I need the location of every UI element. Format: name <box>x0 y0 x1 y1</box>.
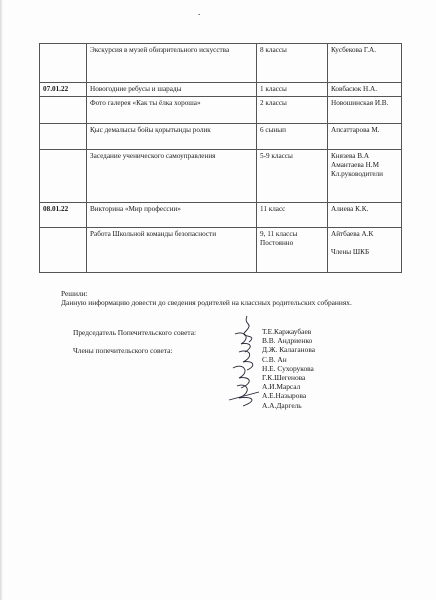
row-class: 6 сынып <box>257 124 328 150</box>
row-class: 2 классы <box>257 97 328 124</box>
signatories-list <box>262 327 315 410</box>
signatory-name: Н.Е. Сухорукова <box>262 363 314 373</box>
signatory-name: А.А.Даргель <box>262 400 302 410</box>
scan-edge-shadow <box>0 0 3 600</box>
row-responsible: Айтбаева А.К Члены ШКБ <box>328 228 402 273</box>
row-event: Викторина «Мир профессии» <box>87 203 257 228</box>
signatory-name: С.В. Ан <box>262 354 287 364</box>
row-class: 5-9 классы <box>257 150 328 203</box>
row-date: 07.01.22 <box>40 83 87 97</box>
row-responsible: Ковбасюк Н.А. <box>328 83 402 97</box>
row-event: Экскурсия в музей обизрительного искусства <box>87 44 257 83</box>
table-row <box>40 124 402 150</box>
row-date <box>40 97 87 124</box>
row-date <box>40 228 87 273</box>
table-row <box>40 44 402 83</box>
table-row <box>40 150 402 203</box>
table-row <box>40 228 402 273</box>
signatory-name: Д.Ж. Калаганова <box>262 345 315 355</box>
chair-label: Председатель Попечительского совета: <box>73 328 197 337</box>
row-responsible: Кусбекова Г.А. <box>328 44 402 83</box>
row-date <box>40 150 87 203</box>
row-event: Фото галерея «Как ты ёлка хороша» <box>87 97 257 124</box>
row-responsible: Новошинская И.В. <box>328 97 402 124</box>
row-responsible: Князева В.А Амантаева Н.М Кл.руководители <box>328 150 402 203</box>
decisions-block <box>61 289 352 307</box>
table-row <box>40 97 402 124</box>
row-event: Заседание ученического самоуправления <box>87 150 257 203</box>
signatory-name: А.И.Марсал <box>262 382 301 392</box>
row-class: 11 класс <box>257 203 328 228</box>
row-date: 08.01.22 <box>40 203 87 228</box>
members-label: Члены попечительского совета: <box>73 346 173 355</box>
row-class: 1 классы <box>257 83 328 97</box>
signatory-name: В.В. Андриенко <box>262 336 313 346</box>
schedule-table <box>39 43 402 273</box>
row-class: 8 классы <box>257 44 328 83</box>
row-responsible: Алиева К.К. <box>328 203 402 228</box>
table-row <box>40 203 402 228</box>
table-row <box>40 83 402 97</box>
row-date <box>40 124 87 150</box>
signatory-name: А.Е.Назырова <box>262 391 307 401</box>
row-event: Новогодние ребусы и шарады <box>87 83 257 97</box>
row-class: 9, 11 классы Постоянно <box>257 228 328 273</box>
decisions-heading: Решили: <box>61 289 88 298</box>
row-event: Работа Школьной команды безопасности <box>87 228 257 273</box>
row-event: Қыс демалысы бойы қорытынды ролик <box>87 124 257 150</box>
decisions-text: Данную информацию довести до сведения родителей на классных родительских собраниях. <box>61 298 352 307</box>
page-mark: . <box>198 7 201 17</box>
signatory-name: Т.Е.Каржаубаев <box>262 327 312 336</box>
row-date <box>40 44 87 83</box>
row-responsible: Апсаттарова М. <box>328 124 402 150</box>
signatory-name: Г.К.Шегенова <box>262 373 306 383</box>
schedule-table-body <box>40 44 402 273</box>
